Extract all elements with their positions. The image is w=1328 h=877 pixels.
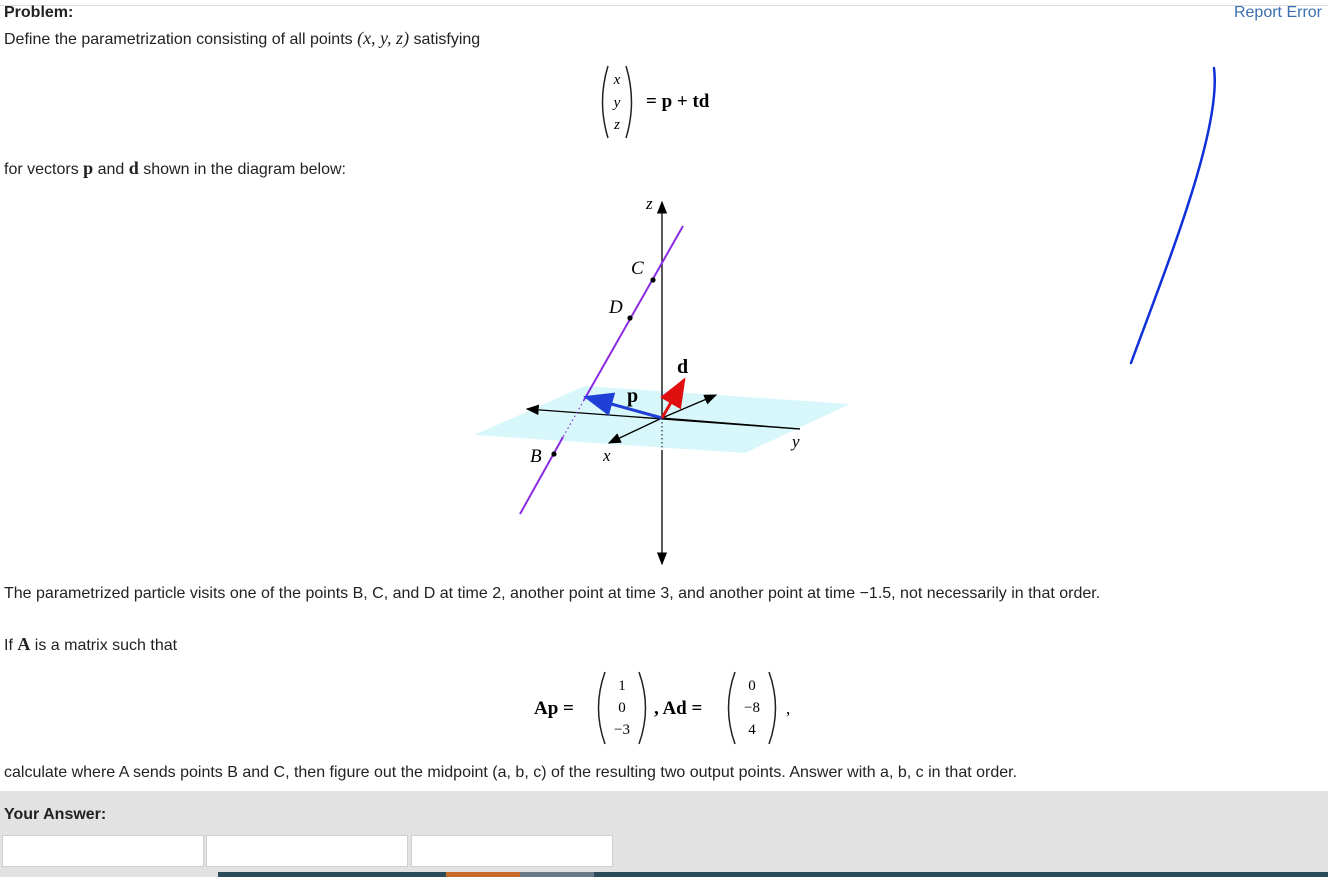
intro-after: satisfying <box>409 31 481 48</box>
for-vectors-p: p <box>83 158 94 178</box>
taskbar-segment-2 <box>446 872 520 877</box>
vector-y: y <box>613 95 621 111</box>
ap-value-2: 0 <box>618 700 626 716</box>
intro-math: (x, y, z) <box>357 28 410 48</box>
for-vectors-2: and <box>93 161 129 178</box>
vector-d-label: d <box>677 356 689 378</box>
vector-x: x <box>613 72 621 88</box>
ad-label: , Ad = <box>654 698 703 719</box>
ap-value-3: −3 <box>614 722 630 738</box>
point-b-dot <box>551 451 556 456</box>
answer-input-a[interactable] <box>2 835 204 867</box>
taskbar-segment-3 <box>520 872 594 877</box>
ad-value-1: 0 <box>748 678 756 694</box>
report-error-link[interactable]: Report Error <box>1233 4 1322 21</box>
point-c-dot <box>650 277 655 282</box>
if-1: If <box>4 637 18 654</box>
equation-rhs: = p + td <box>646 91 710 112</box>
vector-z: z <box>614 117 620 133</box>
ap-label: Ap = <box>534 698 574 719</box>
for-vectors-d: d <box>128 158 139 178</box>
x-axis-label: x <box>603 446 611 465</box>
y-axis-label: y <box>792 432 800 451</box>
ap-value-1: 1 <box>618 678 626 694</box>
problem-heading: Problem: <box>4 4 74 21</box>
if-2: is a matrix such that <box>30 637 178 654</box>
pen-annotation-stroke <box>1131 68 1215 363</box>
matrix-equations <box>530 670 810 748</box>
point-d-dot <box>627 315 632 320</box>
point-c-label: C <box>631 258 644 279</box>
parametrized-line-upper <box>584 226 683 400</box>
ad-value-2: −8 <box>744 700 760 716</box>
answer-input-b[interactable] <box>206 835 408 867</box>
if-matrix-text <box>4 634 177 655</box>
visits-text: The parametrized particle visits one of the points B, C, and D at time 2, another point at time 3, and another point at time −1.5, not necessarily in that order. <box>4 585 1101 602</box>
for-vectors-3: shown in the diagram below: <box>138 161 346 178</box>
z-axis-label: z <box>646 194 653 213</box>
vector-p-label: p <box>627 385 639 407</box>
if-a: A <box>17 634 31 654</box>
taskbar-segment-1 <box>218 872 446 877</box>
trailing-comma: , <box>786 699 791 718</box>
calculate-text: calculate where A sends points B and C, then figure out the midpoint (a, b, c) of the resulting two output points. Answer with a, b, c in that order. <box>4 764 1018 781</box>
point-b-label: B <box>530 446 542 467</box>
ad-value-3: 4 <box>748 722 756 738</box>
for-vectors-1: for vectors <box>4 161 84 178</box>
taskbar-segment-4 <box>594 872 1328 877</box>
point-d-label: D <box>609 297 623 318</box>
answer-input-c[interactable] <box>411 835 613 867</box>
intro-before: Define the parametrization consisting of all points <box>4 31 358 48</box>
your-answer-label: Your Answer: <box>4 806 107 823</box>
